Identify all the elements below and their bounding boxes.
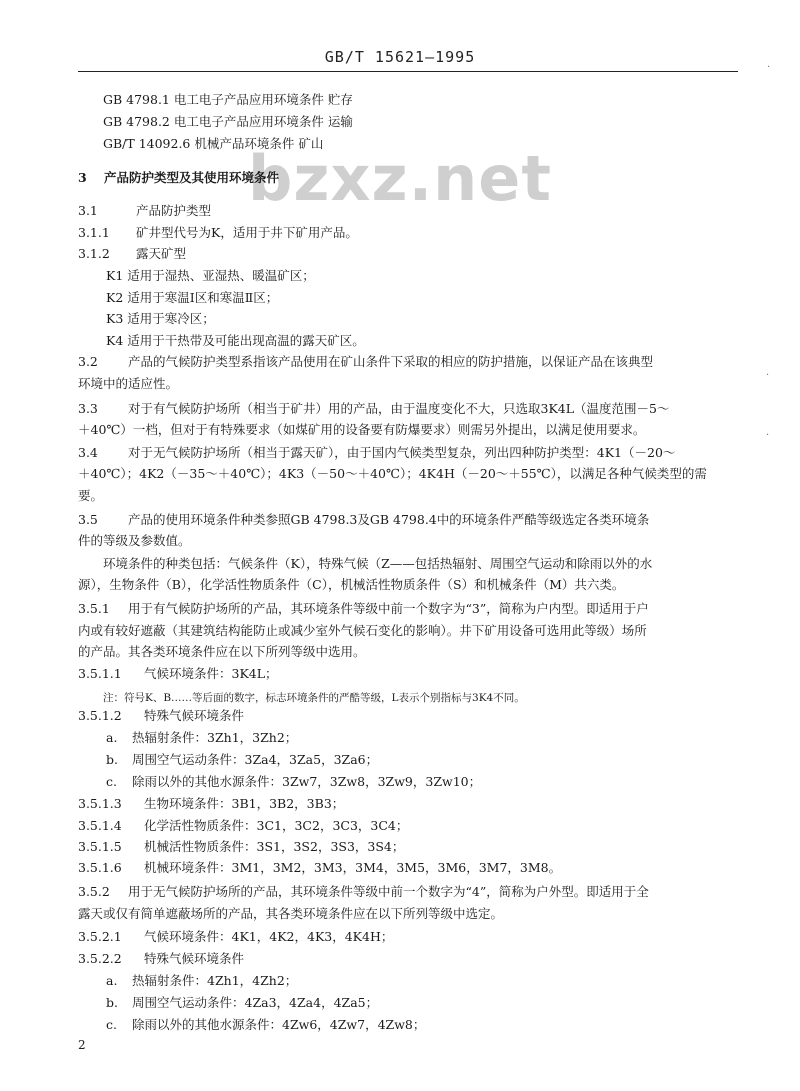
clause-text: 化学活性物质条件：3C1，3C2，3C3，3C4； — [144, 818, 409, 833]
list-item-letter: a. — [106, 973, 118, 988]
clause-text: 矿井型代号为K，适用于井下矿用产品。 — [136, 225, 358, 240]
clause-continuation: 环境中的适应性。 — [78, 376, 179, 391]
list-item-letter: c. — [106, 1017, 117, 1032]
clause-3-5-1-6 — [78, 860, 800, 876]
clause-text: 机械活性物质条件：3S1，3S2，3S3，3S4； — [144, 839, 405, 854]
clause-number: 3.1 — [78, 203, 98, 218]
list-item — [106, 995, 800, 1011]
clause-text: 特殊气候环境条件 — [144, 708, 245, 723]
section-heading — [78, 170, 800, 186]
clause-number: 3.5.2.2 — [78, 951, 122, 966]
clause-number: 3.5.1.4 — [78, 818, 122, 833]
clause-3-1-2 — [78, 246, 800, 262]
reference-line: GB/T 14092.6 机械产品环境条件 矿山 — [103, 136, 324, 151]
scan-speck: · — [766, 370, 770, 381]
clause-text: 产品防护类型 — [136, 203, 212, 218]
clause-continuation: ＋40℃）一档，但对于有特殊要求（如煤矿用的设备要有防爆要求）则需另外提出，以满足使用要求。 — [78, 422, 646, 437]
open-pit-type-item: K4 适用于干热带及可能出现高温的露天矿区。 — [106, 333, 365, 348]
clause-3-5-1-4 — [78, 818, 800, 834]
scan-speck: · — [766, 430, 770, 441]
list-item-letter: a. — [106, 730, 118, 745]
clause-text: 气候环境条件：3K4L； — [144, 666, 278, 681]
open-pit-type-item: K3 适用于寒冷区； — [106, 311, 215, 326]
clause-number: 3.4 — [78, 445, 98, 460]
clause-number: 3.5 — [78, 512, 98, 527]
clause-3-5-1-5 — [78, 839, 800, 855]
open-pit-type-item: K2 适用于寒温Ⅰ区和寒温Ⅱ区； — [106, 290, 279, 305]
clause-number: 3.1.1 — [78, 225, 110, 240]
clause-number: 3.5.2 — [78, 884, 110, 899]
clause-number: 3.5.2.1 — [78, 929, 122, 944]
clause-3-5-1-3 — [78, 796, 800, 812]
clause-number: 3.2 — [78, 354, 98, 369]
section-title: 产品防护类型及其使用环境条件 — [104, 170, 280, 185]
watermark: bzxz.net — [248, 142, 552, 215]
standard-number-header: GB/T 15621—1995 — [324, 48, 476, 66]
clause-number: 3.5.1.5 — [78, 839, 122, 854]
clause-3-1 — [78, 203, 800, 219]
clause-3-5-1-1 — [78, 666, 800, 682]
clause-text: 对于无气候防护场所（相当于露天矿），由于国内气候类型复杂，列出四种防护类型：4K1（－20～ — [128, 445, 676, 460]
clause-continuation: 要。 — [78, 488, 104, 503]
clause-text: 生物环境条件：3B1，3B2，3B3； — [144, 796, 345, 811]
clause-number: 3.5.1.2 — [78, 708, 122, 723]
list-item-text: 周围空气运动条件：4Za3，4Za4，4Za5； — [132, 995, 379, 1010]
clause-3-5-2-2 — [78, 951, 800, 967]
list-item-text: 热辐射条件：4Zh1，4Zh2； — [132, 973, 298, 988]
list-item — [106, 752, 800, 768]
clause-3-5 — [78, 512, 800, 528]
list-item-text: 热辐射条件：3Zh1，3Zh2； — [132, 730, 298, 745]
list-item-text: 除雨以外的其他水源条件：3Zw7，3Zw8，3Zw9，3Zw10； — [132, 774, 482, 789]
list-item-letter: b. — [106, 752, 118, 767]
clause-3-5-1-2 — [78, 708, 800, 724]
clause-number: 3.5.1.1 — [78, 666, 122, 681]
list-item — [106, 973, 800, 989]
list-item — [106, 1017, 800, 1033]
list-item — [106, 774, 800, 790]
clause-3-2 — [78, 354, 800, 370]
clause-3-5-2-1 — [78, 929, 800, 945]
reference-line: GB 4798.1 电工电子产品应用环境条件 贮存 — [103, 92, 353, 107]
clause-text: 气候环境条件：4K1，4K2，4K3，4K4H； — [144, 929, 394, 944]
section-number: 3 — [78, 170, 87, 185]
list-item — [106, 730, 800, 746]
clause-text: 用于有气候防护场所的产品，其环境条件等级中前一个数字为“3”，简称为户内型。即适用于户 — [128, 601, 649, 616]
clause-continuation: 露天或仅有简单遮蔽场所的产品，其各类环境条件应在以下所列等级中选定。 — [78, 906, 504, 921]
clause-continuation: ＋40℃）；4K2（－35～＋40℃）；4K3（－50～＋40℃）；4K4H（－20～＋55℃），以满足各种气候类型的需 — [78, 466, 707, 481]
clause-3-5-2 — [78, 884, 800, 900]
scan-speck: · — [767, 62, 771, 73]
open-pit-type-item: K1 适用于湿热、亚湿热、暖温矿区； — [106, 268, 315, 283]
clause-continuation: 内或有较好遮蔽（其建筑结构能防止或减少室外气候石变化的影响）。井下矿用设备可选用此等级）场所 — [78, 623, 647, 638]
clause-continuation: 源），生物条件（B），化学活性物质条件（C），机械活性物质条件（S）和机械条件（M）共六类。 — [78, 577, 625, 592]
env-types-paragraph: 环境条件的种类包括：气候条件（K），特殊气候（Z——包括热辐射、周围空气运动和除雨以外的水 — [103, 556, 653, 571]
clause-text: 产品的使用环境条件种类参照GB 4798.3及GB 4798.4中的环境条件严酷等级选定各类环境条 — [128, 512, 650, 527]
note-text: 注：符号K、B……等后面的数字，标志环境条件的严酷等级，L表示个别指标与3K4不同。 — [103, 692, 525, 704]
clause-number: 3.5.1.6 — [78, 860, 122, 875]
reference-line: GB 4798.2 电工电子产品应用环境条件 运输 — [103, 114, 353, 129]
clause-number: 3.1.2 — [78, 246, 110, 261]
clause-3-4 — [78, 445, 800, 461]
list-item-text: 除雨以外的其他水源条件：4Zw6，4Zw7，4Zw8； — [132, 1017, 426, 1032]
clause-text: 露天矿型 — [136, 246, 187, 261]
clause-3-3 — [78, 401, 800, 417]
clause-continuation: 件的等级及参数值。 — [78, 533, 191, 548]
clause-text: 产品的气候防护类型系指该产品使用在矿山条件下采取的相应的防护措施，以保证产品在该典型 — [128, 354, 654, 369]
clause-text: 用于无气候防护场所的产品，其环境条件等级中前一个数字为“4”，简称为户外型。即适用于全 — [128, 884, 649, 899]
header-rule — [78, 71, 738, 72]
clause-number: 3.3 — [78, 401, 98, 416]
clause-text: 对于有气候防护场所（相当于矿井）用的产品，由于温度变化不大，只选取3K4L（温度范围－5～ — [128, 401, 670, 416]
clause-number: 3.5.1 — [78, 601, 110, 616]
clause-3-5-1 — [78, 601, 800, 617]
list-item-letter: b. — [106, 995, 118, 1010]
list-item-letter: c. — [106, 774, 117, 789]
clause-continuation: 的产品。其各类环境条件应在以下所列等级中选用。 — [78, 644, 366, 659]
list-item-text: 周围空气运动条件：3Za4，3Za5，3Za6； — [132, 752, 379, 767]
clause-3-1-1 — [78, 225, 800, 241]
page-number: 2 — [78, 1038, 86, 1052]
clause-text: 机械环境条件：3M1，3M2，3M3，3M4，3M5，3M6，3M7，3M8。 — [144, 860, 562, 875]
clause-text: 特殊气候环境条件 — [144, 951, 245, 966]
clause-number: 3.5.1.3 — [78, 796, 122, 811]
